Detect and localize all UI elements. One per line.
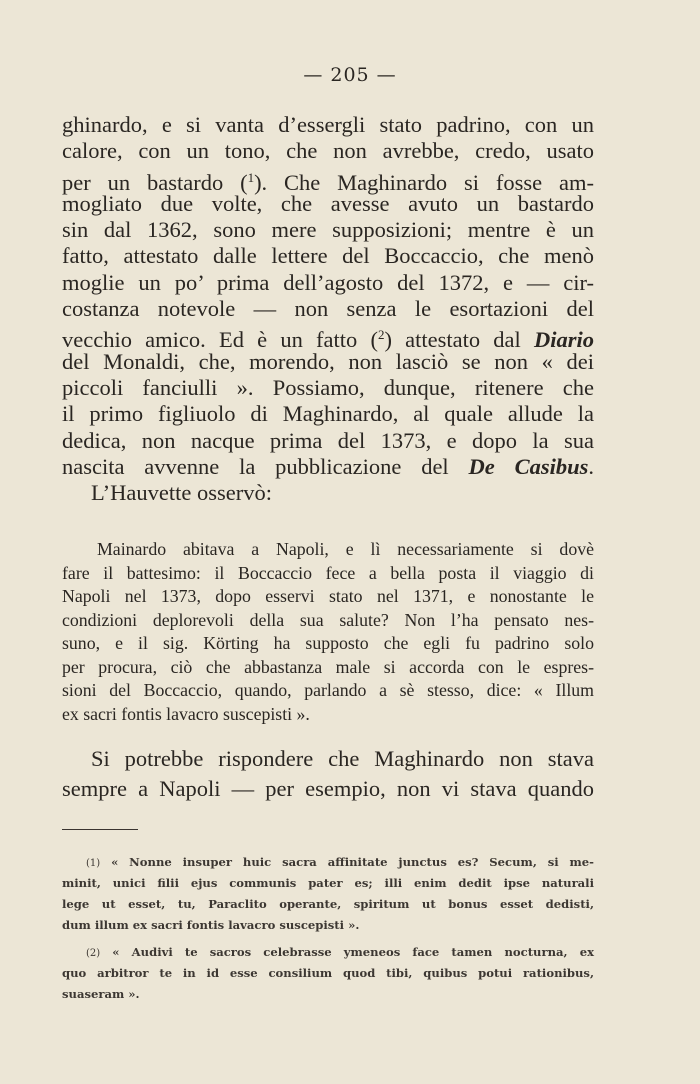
footnote-mark: (2) <box>86 948 101 959</box>
text-line <box>62 454 594 480</box>
text-line: il primo figliuolo di Maghinardo, al quale allude la <box>62 401 594 427</box>
text-line: calore, con un tono, che non avrebbe, credo, usato <box>62 138 594 164</box>
quote-line: ex sacri fontis lavacro suscepisti ». <box>62 703 310 724</box>
footnote-line: quo arbitror te in id esse consilium quod tibi, quibus potui rationibus, <box>62 966 594 980</box>
text-segment: « Nonne insuper huic sacra affinitate junctus es? Secum, si me- <box>111 855 594 869</box>
footnote-line: minit, unici filii ejus communis pater es; illi enim dedit ipse naturali <box>62 876 594 890</box>
footnote-line <box>62 942 594 963</box>
text-line: sin dal 1362, sono mere supposizioni; mentre è un <box>62 217 594 243</box>
footnote-divider <box>62 829 138 830</box>
text-line: del Monaldi, che, morendo, non lasciò se non « dei <box>62 348 594 374</box>
text-segment: per un bastardo ( <box>62 169 248 195</box>
text-line: dedica, non nacque prima del 1373, e dopo la sua <box>62 427 594 453</box>
footnote-ref-1[interactable]: 1 <box>247 169 255 185</box>
text-line: mogliato due volte, che avesse avuto un bastardo <box>62 190 594 216</box>
footnote-1 <box>62 852 594 936</box>
footnote-mark: (1) <box>86 858 101 869</box>
footnote-ref-2[interactable]: 2 <box>377 327 385 343</box>
quote-line: per procura, ciò che abbastanza male si accorda con le espres- <box>62 656 594 677</box>
text-line: L’Hauvette osservò: <box>91 480 272 506</box>
text-line <box>62 322 594 353</box>
quote-line: fare il battesimo: il Boccaccio fece a bella posta il viaggio di <box>62 562 594 583</box>
text-line: ghinardo, e si vanta d’essergli stato padrino, con un <box>62 112 594 137</box>
quote-line: Napoli nel 1373, dopo esservi stato nel 1371, e nonostante le <box>62 586 594 606</box>
quote-line: condizioni deplorevoli della sua salute? Non l’ha pensato nes- <box>62 609 594 630</box>
text-segment: . <box>588 453 594 479</box>
footnote-line <box>62 852 594 873</box>
footnote-line: dum illum ex sacri fontis lavacro suscepisti ». <box>62 918 360 932</box>
footnotes <box>62 852 594 1011</box>
quote-line: sioni del Boccaccio, quando, parlando a sè stesso, dice: « Illum <box>62 680 594 700</box>
italic-title-de-casibus: De Casibus <box>468 453 589 479</box>
page-number: — 205 — <box>303 64 397 86</box>
text-line: moglie un po’ prima dell’agosto del 1372, e — cir- <box>62 269 594 295</box>
text-line: fatto, attestato dalle lettere del Boccaccio, che menò <box>62 243 594 269</box>
text-line: Si potrebbe rispondere che Maghinardo non stava <box>91 746 594 771</box>
text-segment: vecchio amico. Ed è un fatto ( <box>62 327 378 353</box>
italic-title-diario: Diario <box>533 327 594 353</box>
text-segment: nascita avvenne la pubblicazione del <box>62 453 469 479</box>
block-quote <box>62 538 594 726</box>
text-line: sempre a Napoli — per esempio, non vi stava quando <box>62 776 594 801</box>
text-segment: « Audivi te sacros celebrasse ymeneos face tamen nocturna, ex <box>112 945 594 959</box>
second-paragraph <box>62 744 594 804</box>
text-line: costanza notevole — non senza le esortazioni del <box>62 296 594 322</box>
footnote-2 <box>62 942 594 1005</box>
main-paragraph <box>62 112 594 506</box>
footnote-line: lege ut esset, tu, Paraclito operante, spiritum ut bonus esset dedisti, <box>62 897 594 911</box>
quote-line: suno, e il sig. Körting ha supposto che egli fu padrino solo <box>62 633 594 653</box>
text-segment: ) attestato dal <box>384 327 534 353</box>
text-line: piccoli fanciulli ». Possiamo, dunque, ritenere che <box>62 374 594 400</box>
footnote-line: suaseram ». <box>62 987 140 1001</box>
text-segment: ). Che Maghinardo si fosse am- <box>254 169 594 195</box>
quote-line: Mainardo abitava a Napoli, e lì necessariamente si dovè <box>97 539 594 559</box>
text-line <box>62 165 594 195</box>
